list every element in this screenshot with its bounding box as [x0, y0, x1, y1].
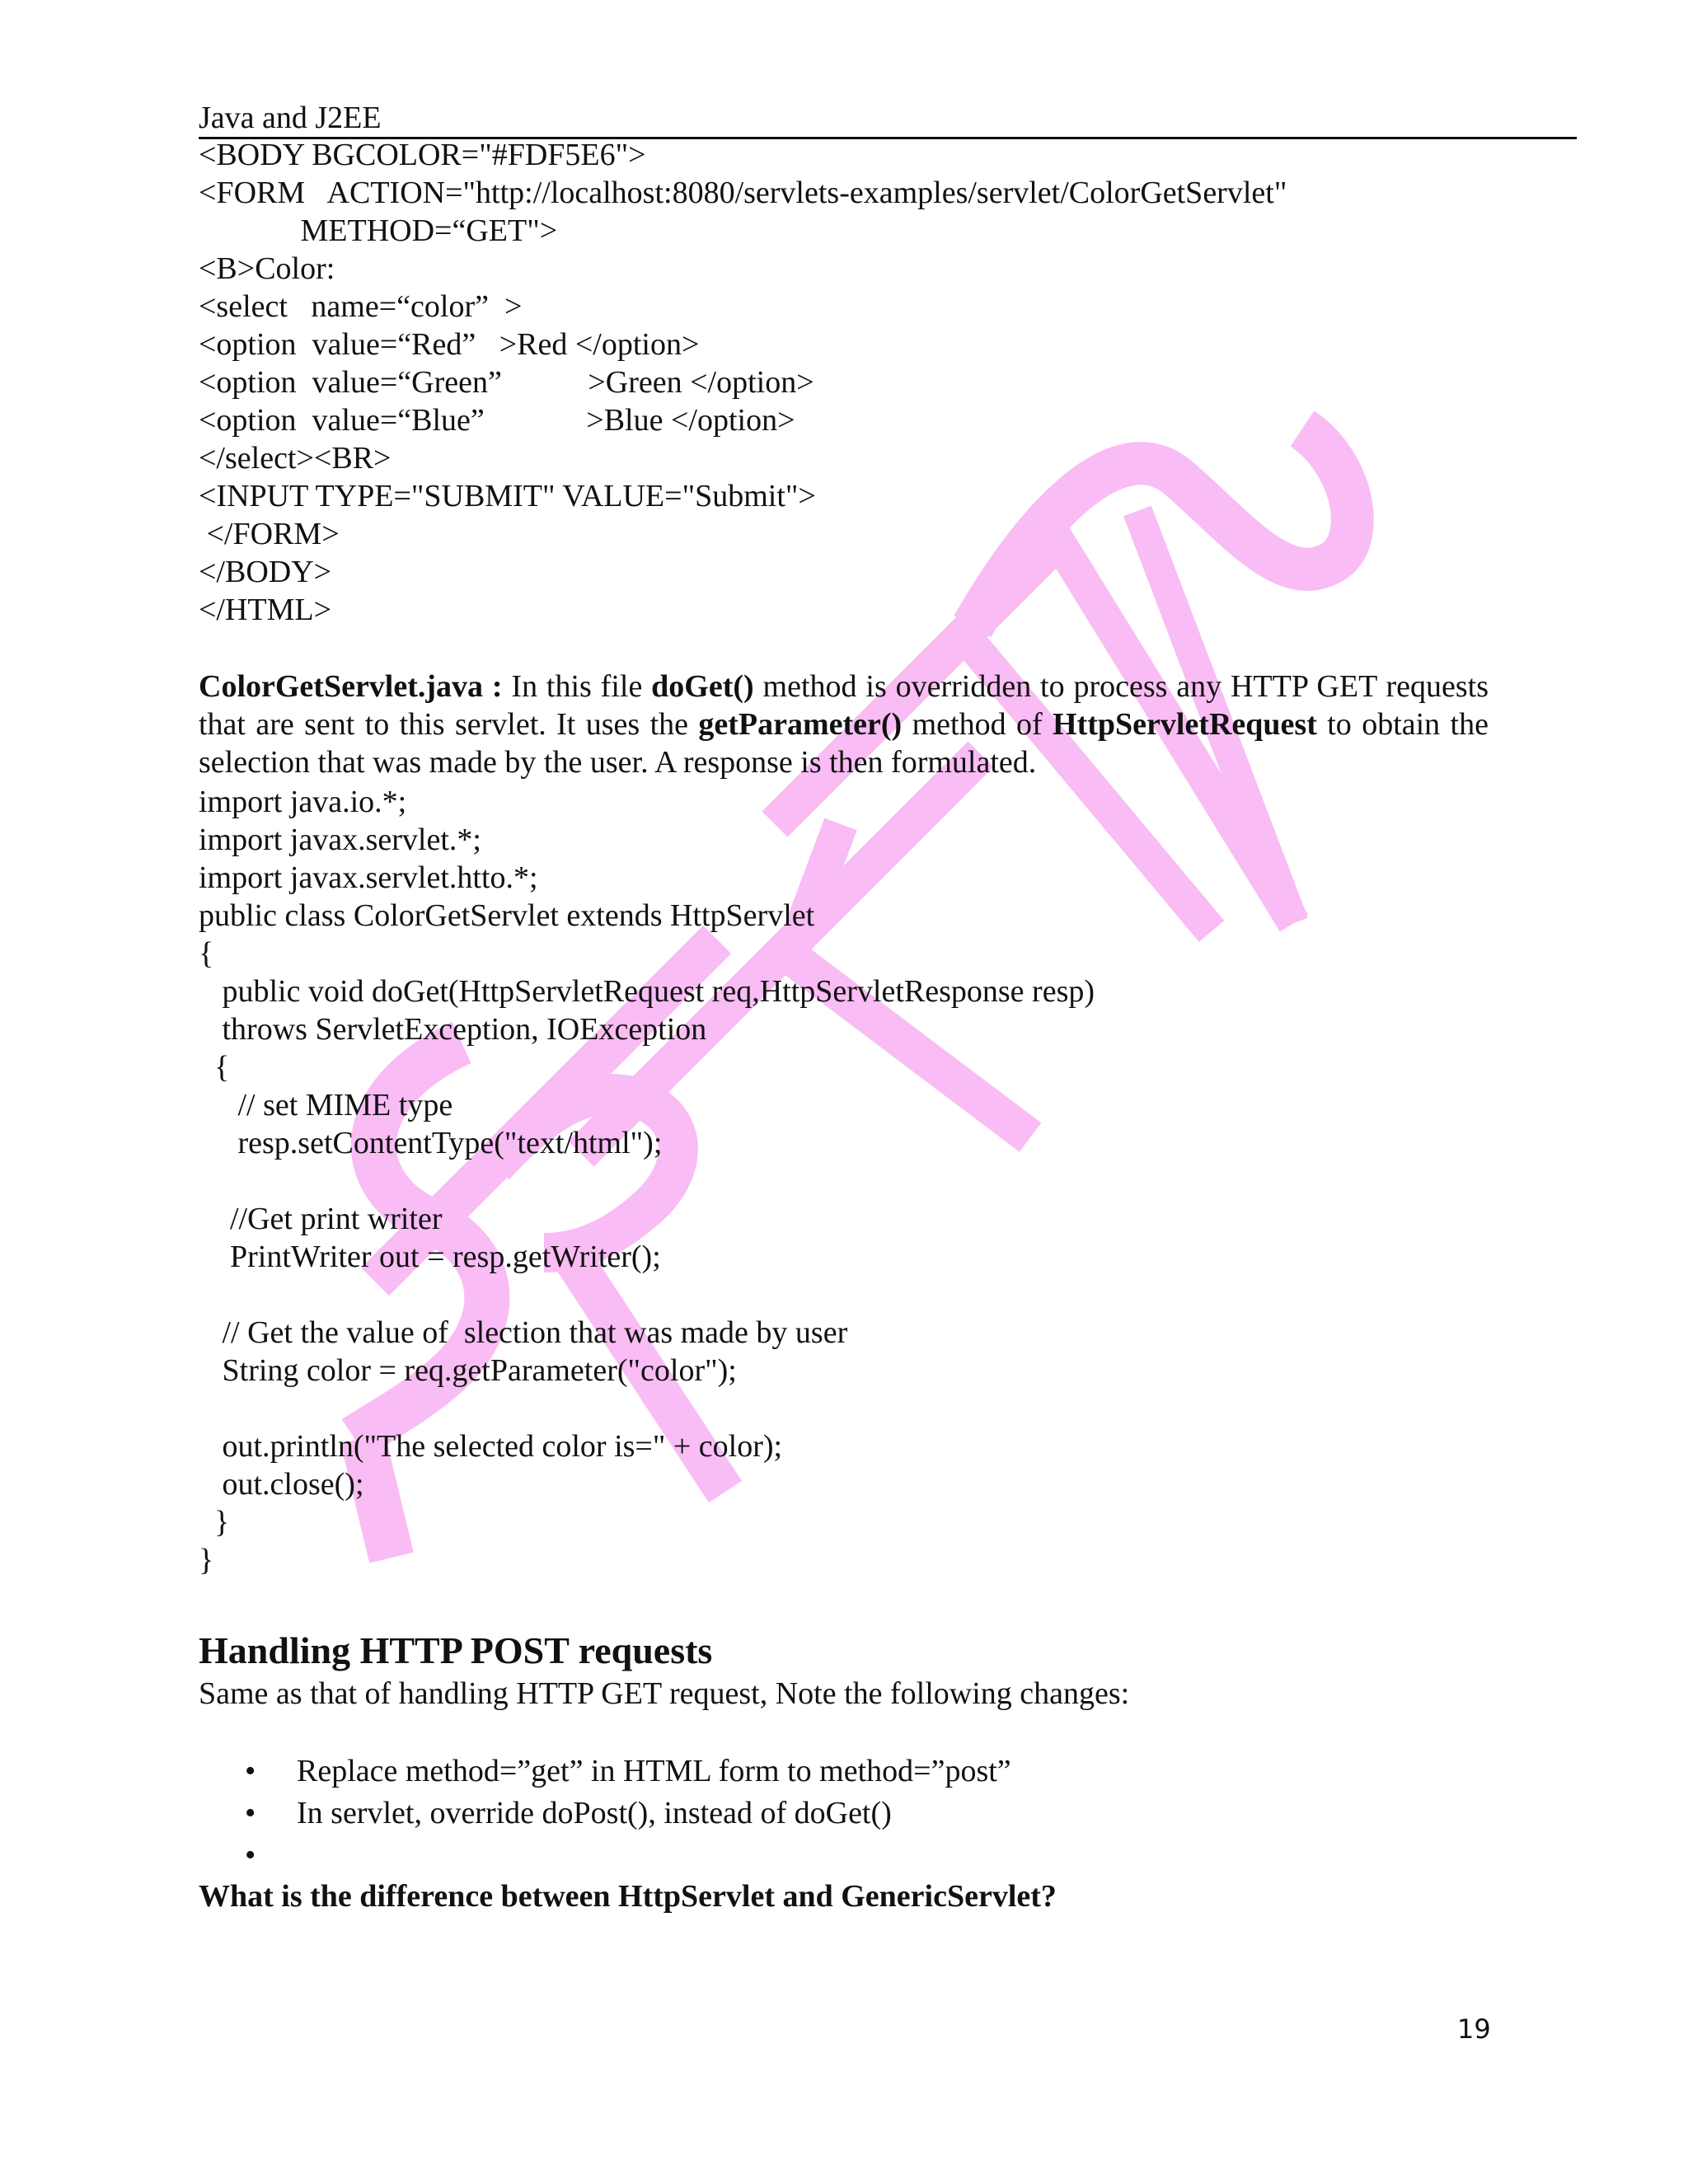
code-line: </BODY> — [199, 555, 332, 589]
code-line: public void doGet(HttpServletRequest req,HttpServletResponse resp) — [199, 974, 1095, 1009]
section-heading: Handling HTTP POST requests — [199, 1629, 713, 1671]
code-line: </FORM> — [199, 517, 340, 551]
code-line: <select name=“color” > — [199, 289, 523, 324]
httpservletrequest-term: HttpServletRequest — [1053, 707, 1317, 742]
code-line: } — [199, 1505, 230, 1540]
code-line: import javax.servlet.htto.*; — [199, 860, 538, 895]
description-title: ColorGetServlet.java : — [199, 669, 503, 704]
code-line: <INPUT TYPE="SUBMIT" VALUE="Submit"> — [199, 479, 816, 513]
code-line: { — [199, 936, 214, 971]
bullet-dot-icon: • — [245, 1754, 256, 1788]
code-line: resp.setContentType("text/html"); — [199, 1126, 663, 1160]
code-line: <option value=“Red” >Red </option> — [199, 327, 700, 362]
code-line: </select><BR> — [199, 441, 392, 476]
code-line: { — [199, 1050, 230, 1085]
code-line: } — [199, 1543, 214, 1577]
code-line: METHOD=“GET"> — [199, 213, 558, 248]
code-line: import java.io.*; — [199, 785, 407, 819]
code-line: import javax.servlet.*; — [199, 823, 481, 857]
page-number: 19 — [1457, 2013, 1491, 2045]
code-line: out.close(); — [199, 1467, 364, 1502]
bullet-dot-icon: • — [245, 1796, 256, 1830]
getparameter-term: getParameter() — [698, 707, 903, 742]
code-line: <FORM ACTION="http://localhost:8080/servlets-examples/servlet/ColorGetServlet" — [199, 176, 1287, 210]
code-line: // set MIME type — [199, 1088, 453, 1122]
document-page: Java and J2EE <BODY BGCOLOR="#FDF5E6"> <FORM ACTION="http://localhost:8080/servlets-examples/servlet/ColorGetServlet" METHOD=“GET"> <B>Color: <select name=“color” > <option value=“Red” >Red </option> <option value=“Green” >Green </option> <option value=“Blue” >Blue </option> </select><BR> <INPUT TYPE="SUBMIT" VALUE="Submit"> </FORM> </BODY> </HTML> ColorGetServlet.java : In this file doGet() method is overridden to process any HTTP GET requests that are sent to this servlet. It uses the getParameter() method of HttpServletRequest to obtain the selection that was made by the user. A response is then formulated. import java.io.*; import javax.servlet.*; import javax.servlet.htto.*; public class ColorGetServlet extends HttpServlet { public void doGet(HttpServletRequest req,HttpServletResponse resp) throws ServletException, IOException { // set MIME type resp.setContentType("text/html"); //Get print writer PrintWriter out = resp.getWriter(); // Get the value of slection that was made by user String color = req.getParameter("color"); out.println("The selected color is=" + color); out.close(); } } Handling HTTP POST requests Same as that of handling HTTP GET request, Note the following changes: • Replace method=”get” in HTML form to method=”post” • In servlet, override doPost(), instead of doGet() • What is the difference between HttpServlet and GenericServlet? 19 — [0, 0, 1688, 2184]
code-line: // Get the value of slection that was made by user — [199, 1315, 848, 1350]
code-line: throws ServletException, IOException — [199, 1012, 707, 1047]
code-line: </HTML> — [199, 593, 332, 627]
code-line: <B>Color: — [199, 251, 335, 286]
code-line: <option value=“Green” >Green </option> — [199, 365, 814, 400]
code-line: PrintWriter out = resp.getWriter(); — [199, 1240, 661, 1274]
code-line: String color = req.getParameter("color"); — [199, 1353, 737, 1388]
description-paragraph: ColorGetServlet.java : In this file doGet() method is overridden to process any HTTP GET requests that are sent to this servlet. It uses the getParameter() method of HttpServletRequest to obtain the selection that was made by the user. A response is then formulated. — [199, 669, 1489, 780]
running-header: Java and J2EE — [199, 99, 1577, 139]
code-line: //Get print writer — [199, 1202, 443, 1236]
code-line: <option value=“Blue” >Blue </option> — [199, 403, 795, 438]
section-intro: Same as that of handling HTTP GET request, Note the following changes: — [199, 1676, 1130, 1711]
code-line: out.println("The selected color is=" + color); — [199, 1429, 783, 1464]
bullet-dot-icon: • — [245, 1838, 256, 1872]
code-line: <BODY BGCOLOR="#FDF5E6"> — [199, 138, 646, 172]
question-heading: What is the difference between HttpServlet and GenericServlet? — [199, 1879, 1057, 1914]
code-line: public class ColorGetServlet extends HttpServlet — [199, 898, 815, 933]
doget-term: doGet() — [651, 669, 754, 704]
